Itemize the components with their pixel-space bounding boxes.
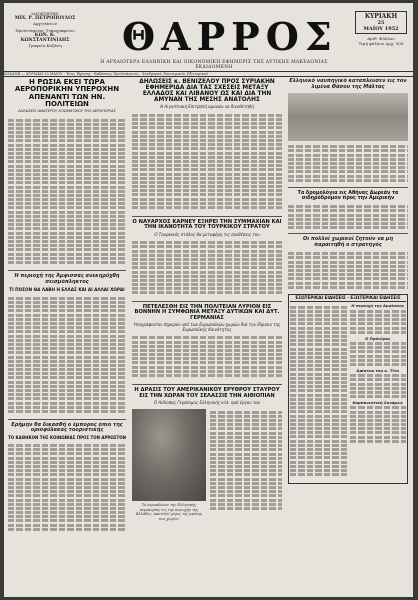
center-headline-1: ΔΗΛΩΣΕΙΣ κ. ΒΕΝΙΖΕΛΟΥ ΠΡΟΣ ΣΥΡΙΑΚΗΝ ΕΦΗΜΕΡΙΔΑ ΔΙΑ ΤΑΣ ΣΧΕΣΕΙΣ ΜΕΤΑΞΥ ΕΛΛΑΔΟΣ ΚΑΙ ΛΙΒΑΝΟΥ ΩΣ ΚΑΙ ΔΙΑ ΤΗΝ ΑΜΥΝΑΝ ΤΗΣ ΜΕΣΗΣ ΑΝΑΤΟΛΗΣ xyxy=(139,79,275,104)
center-subhead-1: Η Αιγυπτιακή Επιτροπή αμυνών να διευθετηθή xyxy=(160,104,254,110)
news-col-left-body xyxy=(290,304,347,482)
newspaper-page xyxy=(4,3,413,597)
right-headline-1: Ελληνικό ναυπηγικό καταπλευσεν εις τον λιμένα Θάσου της Μάλτας xyxy=(289,78,407,90)
news-item-3: Αρίστου του κ. Τίτο xyxy=(356,367,399,373)
masthead-left-box xyxy=(12,11,78,48)
divider xyxy=(8,270,126,271)
left-article-3-body xyxy=(8,296,126,416)
right-column xyxy=(288,79,408,484)
newspaper-subtitle: Η ΑΡΧΑΙΟΤΕΡΑ ΕΛΛΗΝΙΚΗ ΚΑΙ ΟΙΚΟΝΟΜΙΚΗ ΕΦΗΜΕΡΙΣ ΤΗΣ ΔΥΤΙΚΗΣ ΜΑΚΕΔΟΝΙΑΣ ΕΚΔΙΔΟΜΕΝΗ xyxy=(100,60,328,70)
issue-day: ΚΥΡΙΑΚΗ xyxy=(364,13,398,20)
issue-date-month: ΜΑΪΟΥ 1952 xyxy=(363,26,399,32)
left-headline-3: ΤΙ ΠΟΣΟΝ ΘΑ ΛΑΒΗ Η ΕΛΛΑΣ ΚΑΙ ΑΙ ΑΛΛΑΙ ΧΩΡΑΙ xyxy=(9,287,125,293)
right-article-3-body xyxy=(288,251,408,291)
center-subhead-4: Ο Αιθίοπας Γεράσιμος Ελληνικής κτλ. πρό έργου του xyxy=(154,400,260,406)
news-item-1-body xyxy=(350,309,407,337)
office-location: Γραφεία Κοζάνη xyxy=(28,43,62,48)
center-article-3-body xyxy=(132,335,282,381)
news-item-4-body xyxy=(350,405,407,445)
divider xyxy=(8,419,126,420)
ship-photo xyxy=(288,93,408,141)
center-column xyxy=(132,79,282,521)
masthead-right-box xyxy=(355,11,407,46)
left-article-4-body xyxy=(8,443,126,533)
left-headline-4b: ΤΟ ΚΑΘΗΚΟΝ ΤΗΣ ΚΟΙΝΩΝΙΑΣ ΠΡΟΣ ΤΟΝ ΑΡΡΩΣΤΟΝ xyxy=(8,434,126,440)
news-col-left xyxy=(290,304,347,482)
news-item-3-body xyxy=(350,373,407,401)
center-headline-2: Ο ΝΑΥΑΡΧΟΣ ΚΑΡΝΕΥ ΕΞΗΡΕΙ ΤΗΝ ΣΥΜΜΑΧΙΑΝ ΚΑΙ ΤΗΝ ΙΚΑΝΟΤΗΤΑ ΤΟΥ ΤΟΥΡΚΙΚΟΥ ΣΤΡΑΤΟΥ xyxy=(132,218,282,231)
divider xyxy=(132,216,282,217)
newspaper-title: ΘΑΡΡΟΣ xyxy=(122,14,338,59)
left-article-1-body xyxy=(8,117,126,267)
left-subhead-1: ΔΗΛΩΣΕΙΣ ΑΝΩΤΕΡΟΥ ΑΞΙΩΜΑΤΙΚΟΥ ΤΗΣ ΑΕΡΟΠΟΡΙΑΣ xyxy=(18,109,116,114)
divider xyxy=(132,384,282,385)
right-article-1-body xyxy=(288,144,408,184)
photo-caption: Το αεροπλάνον της Ελληνικής αεροπορίας εις την περιοχήν της Ελλάδος. Αποτελεί μέρος της αμύνης των χωρών. xyxy=(135,503,203,521)
printer-label: Προϊστάμενος Τυπογραφείου xyxy=(15,28,75,33)
issue-price: Τιμή φύλλου Δρχ. 500 xyxy=(358,41,404,46)
printer-name: ΚΩΝ. Κ. ΚΩΝΣΤΑΝΤΙΝΙΔΗΣ xyxy=(20,33,70,43)
right-headline-2: Τα δρομολόγια εις Αθήνας Δωρεάν τα σιδηρόδρομον προς την Αμερικήν xyxy=(297,191,399,202)
center-article-2-body xyxy=(132,240,282,298)
issue-number-label: Αριθ. Φύλλου xyxy=(367,36,395,41)
owner-name: ΜΙΧ. Ρ. ΠΕΤΡΟΠΟΥΛΟΣ xyxy=(14,16,76,21)
aerial-photo xyxy=(132,409,206,501)
news-item-2-body xyxy=(350,341,407,369)
right-headline-3: Οι πολλοί χωρικοί ζητούν να μη παραιτηθή ο στρατηγός xyxy=(302,236,394,248)
center-headline-3: ΠΕΤΕΛΕΣΘΗ ΕΙΣ ΤΗΝ ΠΟΛΙΤΕΙΑΝ ΛΥΡΙΟΝ ΕΙΣ ΒΟΝΝΗΝ Η ΣΥΜΦΩΝΙΑ ΜΕΤΑΞΥ ΔΥΤΙΚΩΝ ΚΑΙ ΔΥΤ. ΓΕΡΜΑΝΙΑΣ xyxy=(134,304,280,321)
left-column xyxy=(8,79,126,533)
right-article-2-body xyxy=(288,204,408,230)
news-col-right xyxy=(350,304,407,482)
left-headline-2: Η περιοχή της Άμφισσας ανεκηρύχθη σεισμόπληκτος xyxy=(14,273,120,285)
owner-label: ΙΔΙΟΚΤΗΤΗΣ xyxy=(31,11,59,16)
center-subhead-3: Υπογράφονται σήμερον υπό των Ευρωπαϊκών χωρών διά την ίδρυσιν της Ευρωπαϊκής Κοινότητος xyxy=(133,322,281,332)
news-section-title: ΕΣΩΤΕΡΙΚΑΙ ΕΙΔΗΣΕΙΣ - ΕΞΩΤΕΡΙΚΑΙ ΕΙΔΗΣΕΙΣ xyxy=(290,296,406,302)
news-item-1: Η περιοχή της Αμφίσσης xyxy=(351,303,405,309)
center-headline-4: Η ΔΡΑΣΙΣ ΤΟΥ ΑΜΕΡΙΚΑΝΙΚΟΥ ΕΡΥΘΡΟΥ ΣΤΑΥΡΟΥ ΕΙΣ ΤΗΝ ΧΩΡΑΝ ΤΟΥ ΣΕΛΑΣΣΙΕ ΤΗΝ ΑΙΘΙΟΠΙΑΝ xyxy=(134,387,280,399)
issue-date-number: 25 xyxy=(377,20,385,26)
center-article-1-body xyxy=(132,113,282,213)
owner-role: Αρχιτέκτων xyxy=(33,21,57,26)
news-section xyxy=(288,294,408,484)
divider xyxy=(288,187,408,188)
divider xyxy=(132,301,282,302)
masthead-band: ΚΟΖΑΝΗ — ΚΥΡΙΑΚΗ 25 ΜΑΪΟΥ · Έτος Ίδρυσης · Εκδόσεως Προϊστάμενος · Συνδρομαί: Εσωτερικού, Εξωτερικού xyxy=(4,71,413,77)
center-article-4-body xyxy=(210,409,282,519)
left-headline-4: Ερήμην θα δικασθή ο έμπορος όπιο της οριοφύλακας τουριστικής xyxy=(11,421,123,434)
center-photo-block xyxy=(132,409,206,521)
news-item-4: Καμπανιστική δυνάμεις xyxy=(352,399,404,405)
divider xyxy=(288,233,408,234)
center-subhead-2: Ο Τουρκικός στόλος θα μεταφέρη τις συνθέσεις του xyxy=(154,231,260,237)
news-item-2: Ο Πρόεδρος xyxy=(365,335,391,341)
left-headline-1: Η ΡΩΣΙΑ ΕΚΕΙ ΤΩΡΑ ΑΕΡΟΠΟΡΙΚΗΝ ΥΠΕΡΟΧΗΝ ΑΠΕΝΑΝΤΙ ΤΩΝ ΗΝ. ΠΟΛΙΤΕΙΩΝ xyxy=(14,78,120,109)
